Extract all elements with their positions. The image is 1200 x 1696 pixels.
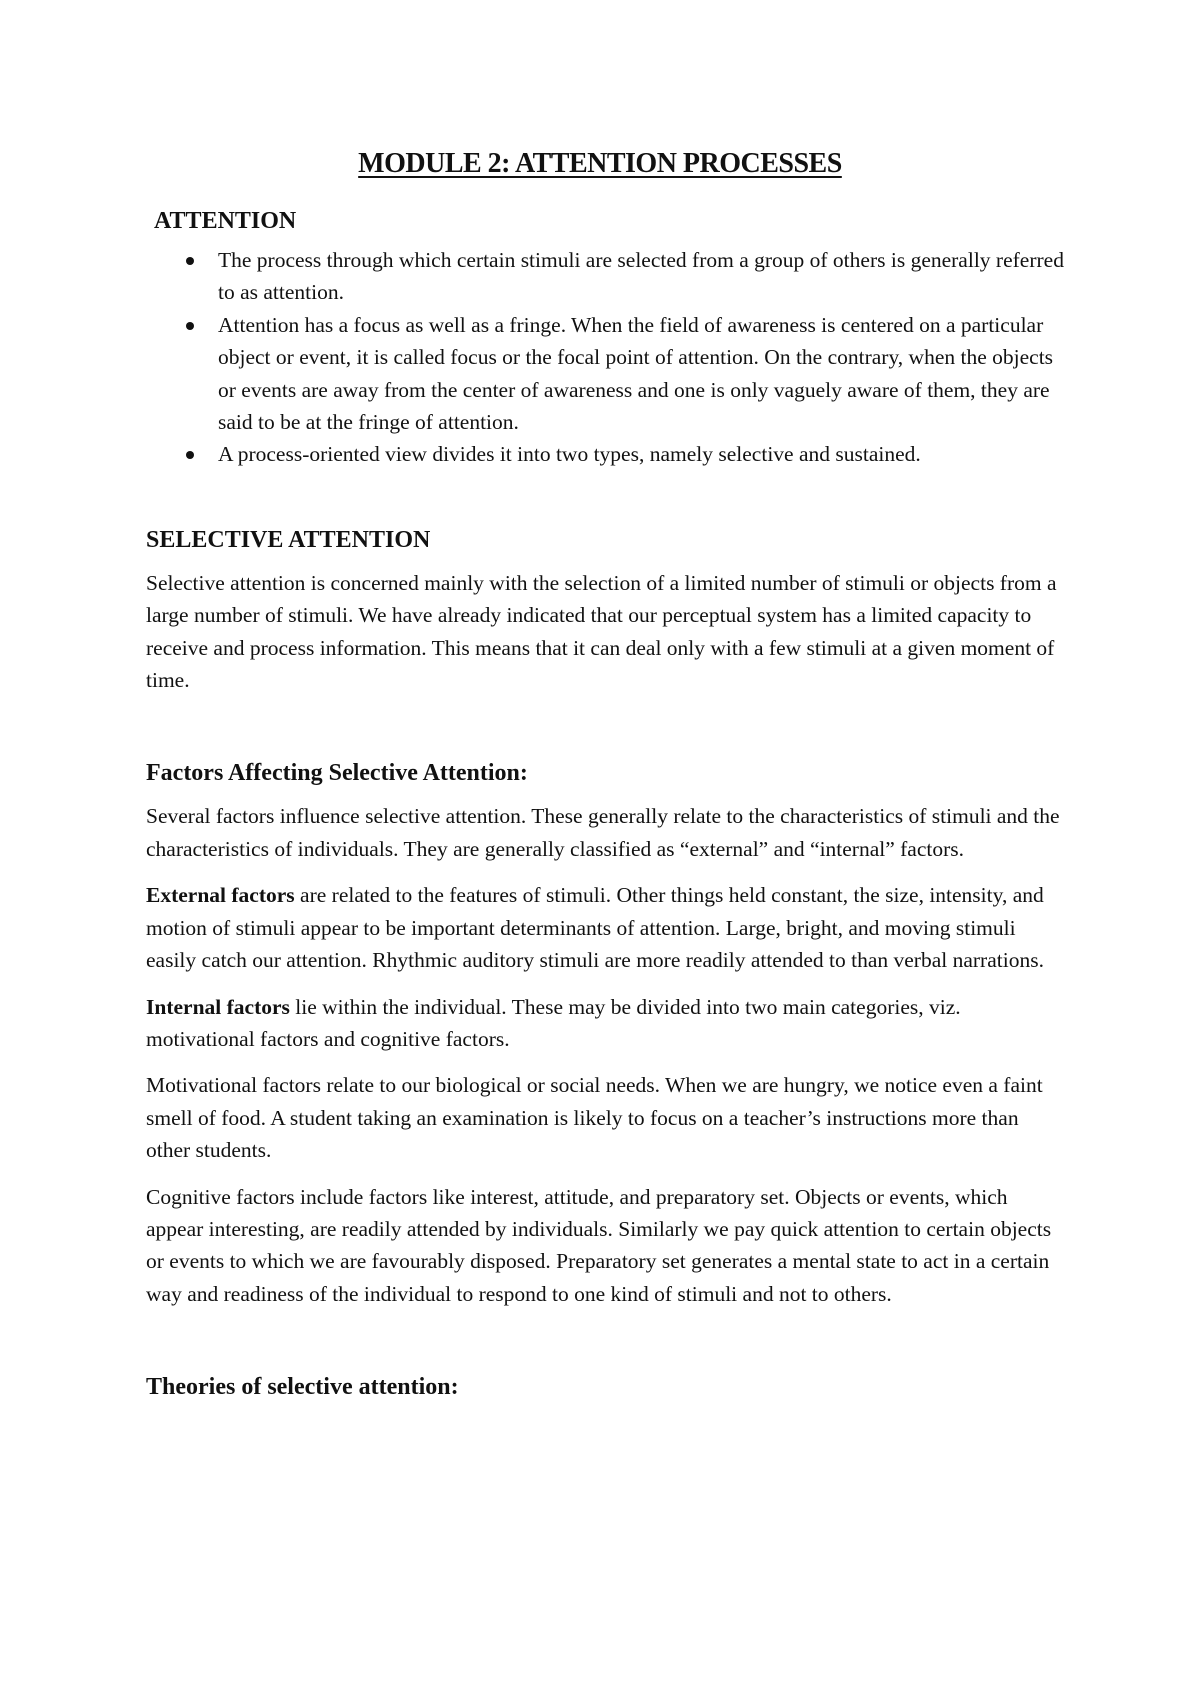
external-factors-text: are related to the features of stimuli. Other things held constant, the size, intensity, and motion of stimuli appear to be important determinants of attention. Large, bright, and moving stimuli easily catch our attention. Rhythmic auditory stimuli are more readily attended to than verbal narrations. [146, 883, 1044, 973]
motivational-factors-paragraph: Motivational factors relate to our biological or social needs. When we are hungry, we notice even a faint smell of food. A student taking an examination is likely to focus on a teacher’s instructions more than other students. [146, 1073, 1043, 1163]
external-factors-label: External factors [146, 883, 295, 908]
factors-heading: Factors Affecting Selective Attention: [146, 760, 528, 787]
internal-factors-text: lie within the individual. These may be divided into two main categories, viz. motivational factors and cognitive factors. [146, 994, 961, 1051]
attention-bullet-text: A process-oriented view divides it into two types, namely selective and sustained. [218, 442, 921, 467]
attention-bullet-text: Attention has a focus as well as a fringe. When the field of awareness is centered on a particular object or event, it is called focus or the focal point of attention. On the contrary, when the objects or events are away from the center of awareness and one is only vaguely aware of them, they are said to be at the fringe of attention. [218, 312, 1054, 435]
bullet-icon [186, 451, 194, 459]
document-body [146, 206, 1066, 1402]
bullet-icon [186, 257, 194, 265]
document-title: MODULE 2: ATTENTION PROCESSES [358, 148, 842, 179]
factors-intro-paragraph: Several factors influence selective attention. These generally relate to the characteristics of stimuli and the characteristics of individuals. They are generally classified as “external” and “internal” factors. [146, 804, 1060, 861]
attention-heading: ATTENTION [154, 208, 297, 234]
attention-bullet-text: The process through which certain stimuli are selected from a group of others is generally referred to as attention. [218, 248, 1064, 305]
bullet-icon [186, 322, 194, 330]
internal-factors-label: Internal factors [146, 994, 290, 1019]
external-factors-paragraph [146, 879, 1066, 976]
theories-heading: Theories of selective attention: [146, 1374, 459, 1401]
attention-bullet-list [146, 244, 1066, 471]
selective-attention-paragraph: Selective attention is concerned mainly with the selection of a limited number of stimuli or objects from a large number of stimuli. We have already indicated that our perceptual system has a limited capacity to receive and process information. This means that it can deal only with a few stimuli at a given moment of time. [146, 570, 1057, 693]
internal-factors-paragraph [146, 991, 1066, 1056]
cognitive-factors-paragraph: Cognitive factors include factors like interest, attitude, and preparatory set. Objects or events, which appear interesting, are readily attended by individuals. Similarly we pay quick attention to certain objects or events to which we are favourably disposed. Preparatory set generates a mental state to act in a certain way and readiness of the individual to respond to one kind of stimuli and not to others. [146, 1184, 1052, 1306]
attention-bullet-item [146, 438, 1066, 470]
selective-attention-heading: SELECTIVE ATTENTION [146, 526, 431, 553]
attention-bullet-item [146, 309, 1066, 439]
attention-bullet-item [146, 244, 1066, 309]
